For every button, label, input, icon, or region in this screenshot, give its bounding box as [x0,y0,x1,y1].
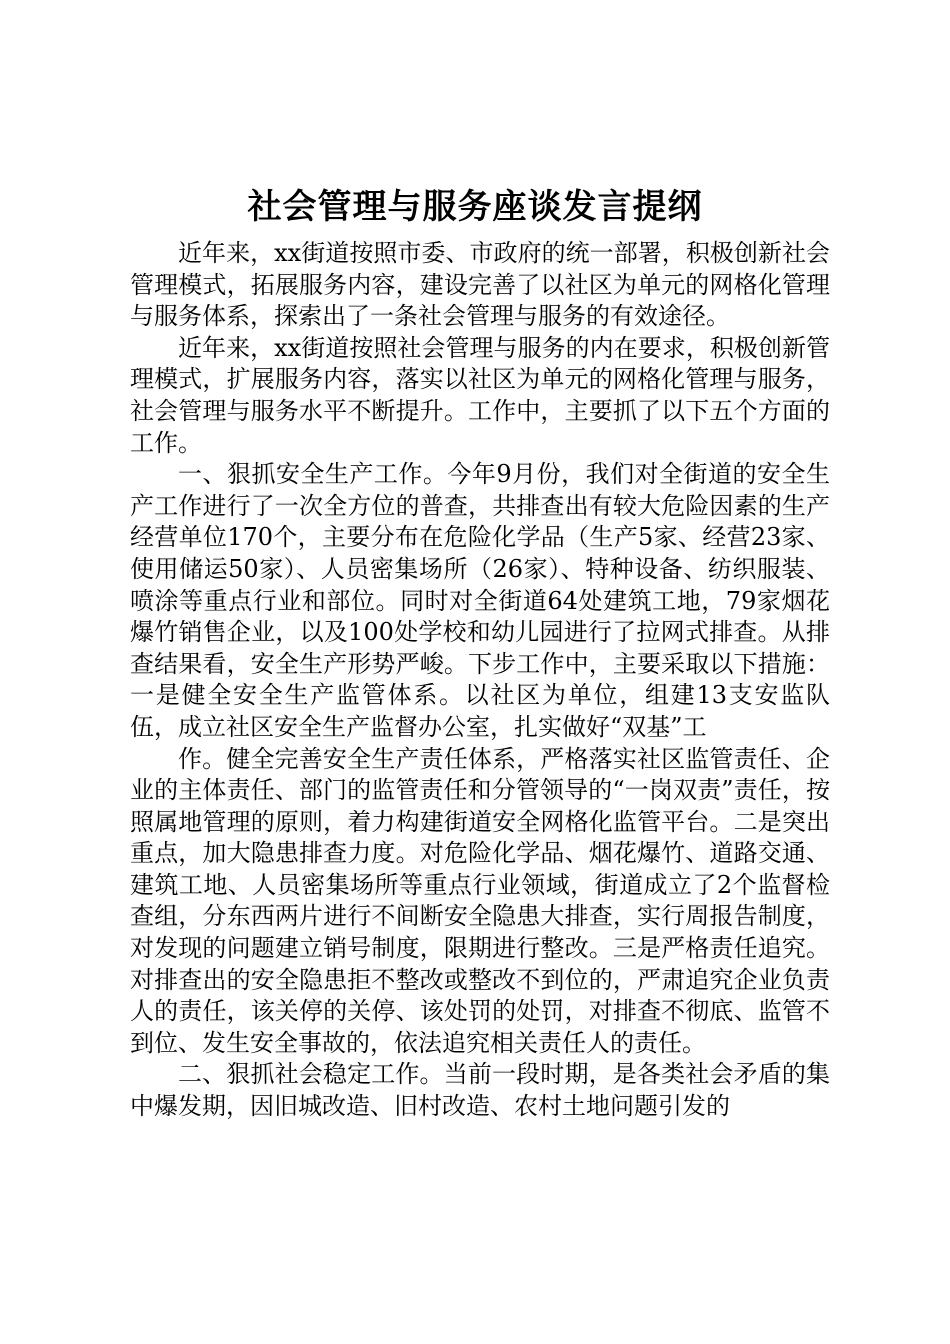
paragraph-safety-production: 一、狠抓安全生产工作。今年9月份，我们对全街道的安全生产工作进行了一次全方位的普查，共排查出有较大危险因素的生产经营单位170个，主要分布在危险化学品（生产5家、经营23家、使用储运50家）、人员密集场所（26家）、特种设备、纺织服装、喷涂等重点行业和部位。同时对全街道64处建筑工地，79家烟花爆竹销售企业，以及100处学校和幼儿园进行了拉网式排查。从排查结果看，安全生产形势严峻。下步工作中，主要采取以下措施：一是健全安全生产监管体系。以社区为单位，组建13支安监队伍，成立社区安全生产监督办公室，扎实做好“双基”工 [130,460,830,741]
paragraph-overview: 近年来，xx街道按照社会管理与服务的内在要求，积极创新管理模式，扩展服务内容，落实以社区为单元的网格化管理与服务，社会管理与服务水平不断提升。工作中，主要抓了以下五个方面的工作。 [130,333,830,457]
paragraph-social-stability: 二、狠抓社会稳定工作。当前一段时期，是各类社会矛盾的集中爆发期，因旧城改造、旧村改造、农村土地问题引发的 [130,1060,830,1121]
document-body [130,238,830,1123]
paragraph-intro: 近年来，xx街道按照市委、市政府的统一部署，积极创新社会管理模式，拓展服务内容，建设完善了以社区为单元的网格化管理与服务体系，探索出了一条社会管理与服务的有效途径。 [130,239,830,331]
document-title: 社会管理与服务座谈发言提纲 [247,187,703,227]
paragraph-safety-measures: 作。健全完善安全生产责任体系，严格落实社区监管责任、企业的主体责任、部门的监管责任和分管领导的“一岗双责”责任，按照属地管理的原则，着力构建街道安全网格化监管平台。二是突出重点，加大隐患排查力度。对危险化学品、烟花爆竹、道路交通、建筑工地、人员密集场所等重点行业领域，街道成立了2个监督检查组，分东西两片进行不间断安全隐患大排查，实行周报告制度，对发现的问题建立销号制度，限期进行整改。三是严格责任追究。对排查出的安全隐患拒不整改或整改不到位的，严肃追究企业负责人的责任，该关停的关停、该处罚的处罚，对排查不彻底、监管不到位、发生安全事故的，依法追究相关责任人的责任。 [130,744,830,1057]
